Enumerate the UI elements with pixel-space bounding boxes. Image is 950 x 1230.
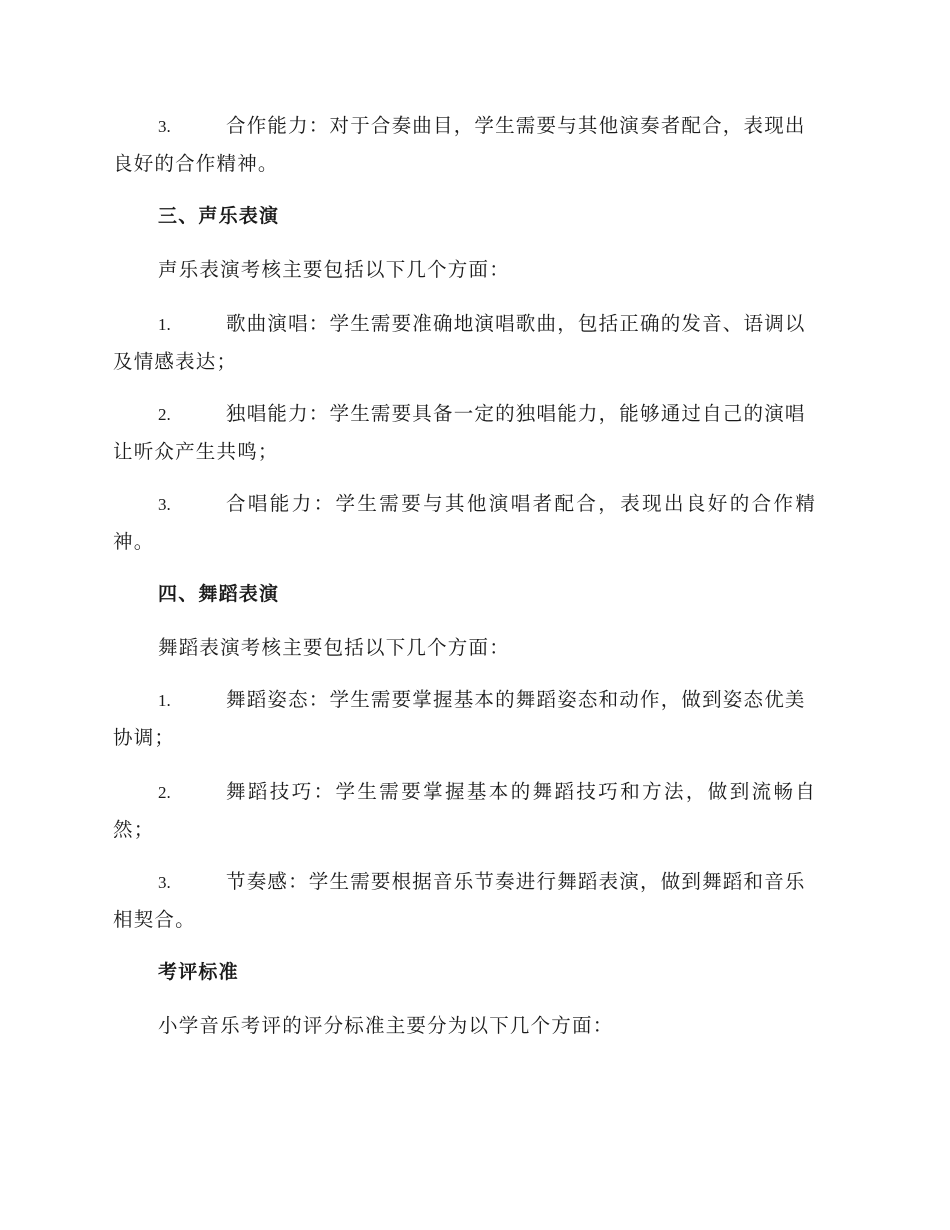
list-item-continuation: 协调； [113, 726, 176, 749]
list-item-number: 1. [158, 691, 171, 710]
list-item-continuation: 良好的合作精神。 [113, 152, 279, 175]
list-item-number: 3. [158, 873, 171, 892]
paragraph: 小学音乐考评的评分标准主要分为以下几个方面： [158, 1014, 614, 1037]
section-heading: 四、舞蹈表演 [158, 583, 280, 605]
list-item-text: 合作能力：对于合奏曲目，学生需要与其他演奏者配合，表现出 [226, 114, 806, 137]
list-item-line [158, 492, 838, 517]
list-item-line [158, 114, 838, 139]
paragraph: 声乐表演考核主要包括以下几个方面： [158, 258, 510, 281]
list-item-continuation: 及情感表达； [113, 350, 238, 373]
list-item-line [158, 780, 838, 805]
list-item-text: 节奏感：学生需要根据音乐节奏进行舞蹈表演，做到舞蹈和音乐 [226, 870, 806, 893]
list-item-number: 2. [158, 783, 171, 802]
list-item-number: 3. [158, 495, 171, 514]
list-item-line [158, 688, 838, 713]
list-item-text: 歌曲演唱：学生需要准确地演唱歌曲，包括正确的发音、语调以 [226, 312, 806, 335]
list-item-text: 舞蹈技巧：学生需要掌握基本的舞蹈技巧和方法，做到流畅自 [226, 780, 818, 803]
list-item-line [158, 402, 838, 427]
section-heading: 三、声乐表演 [158, 205, 280, 227]
list-item-line [158, 870, 838, 895]
list-item-line [158, 312, 838, 337]
list-item-continuation: 相契合。 [113, 908, 196, 931]
list-item-text: 舞蹈姿态：学生需要掌握基本的舞蹈姿态和动作，做到姿态优美 [226, 688, 806, 711]
list-item-continuation: 然； [113, 818, 155, 841]
list-item-number: 2. [158, 405, 171, 424]
list-item-text: 合唱能力：学生需要与其他演唱者配合，表现出良好的合作精 [226, 492, 818, 515]
section-heading: 考评标准 [158, 961, 239, 983]
paragraph: 舞蹈表演考核主要包括以下几个方面： [158, 636, 510, 659]
list-item-continuation: 让听众产生共鸣； [113, 440, 279, 463]
list-item-continuation: 神。 [113, 530, 155, 553]
list-item-number: 3. [158, 117, 171, 136]
list-item-number: 1. [158, 315, 171, 334]
list-item-text: 独唱能力：学生需要具备一定的独唱能力，能够通过自己的演唱 [226, 402, 806, 425]
